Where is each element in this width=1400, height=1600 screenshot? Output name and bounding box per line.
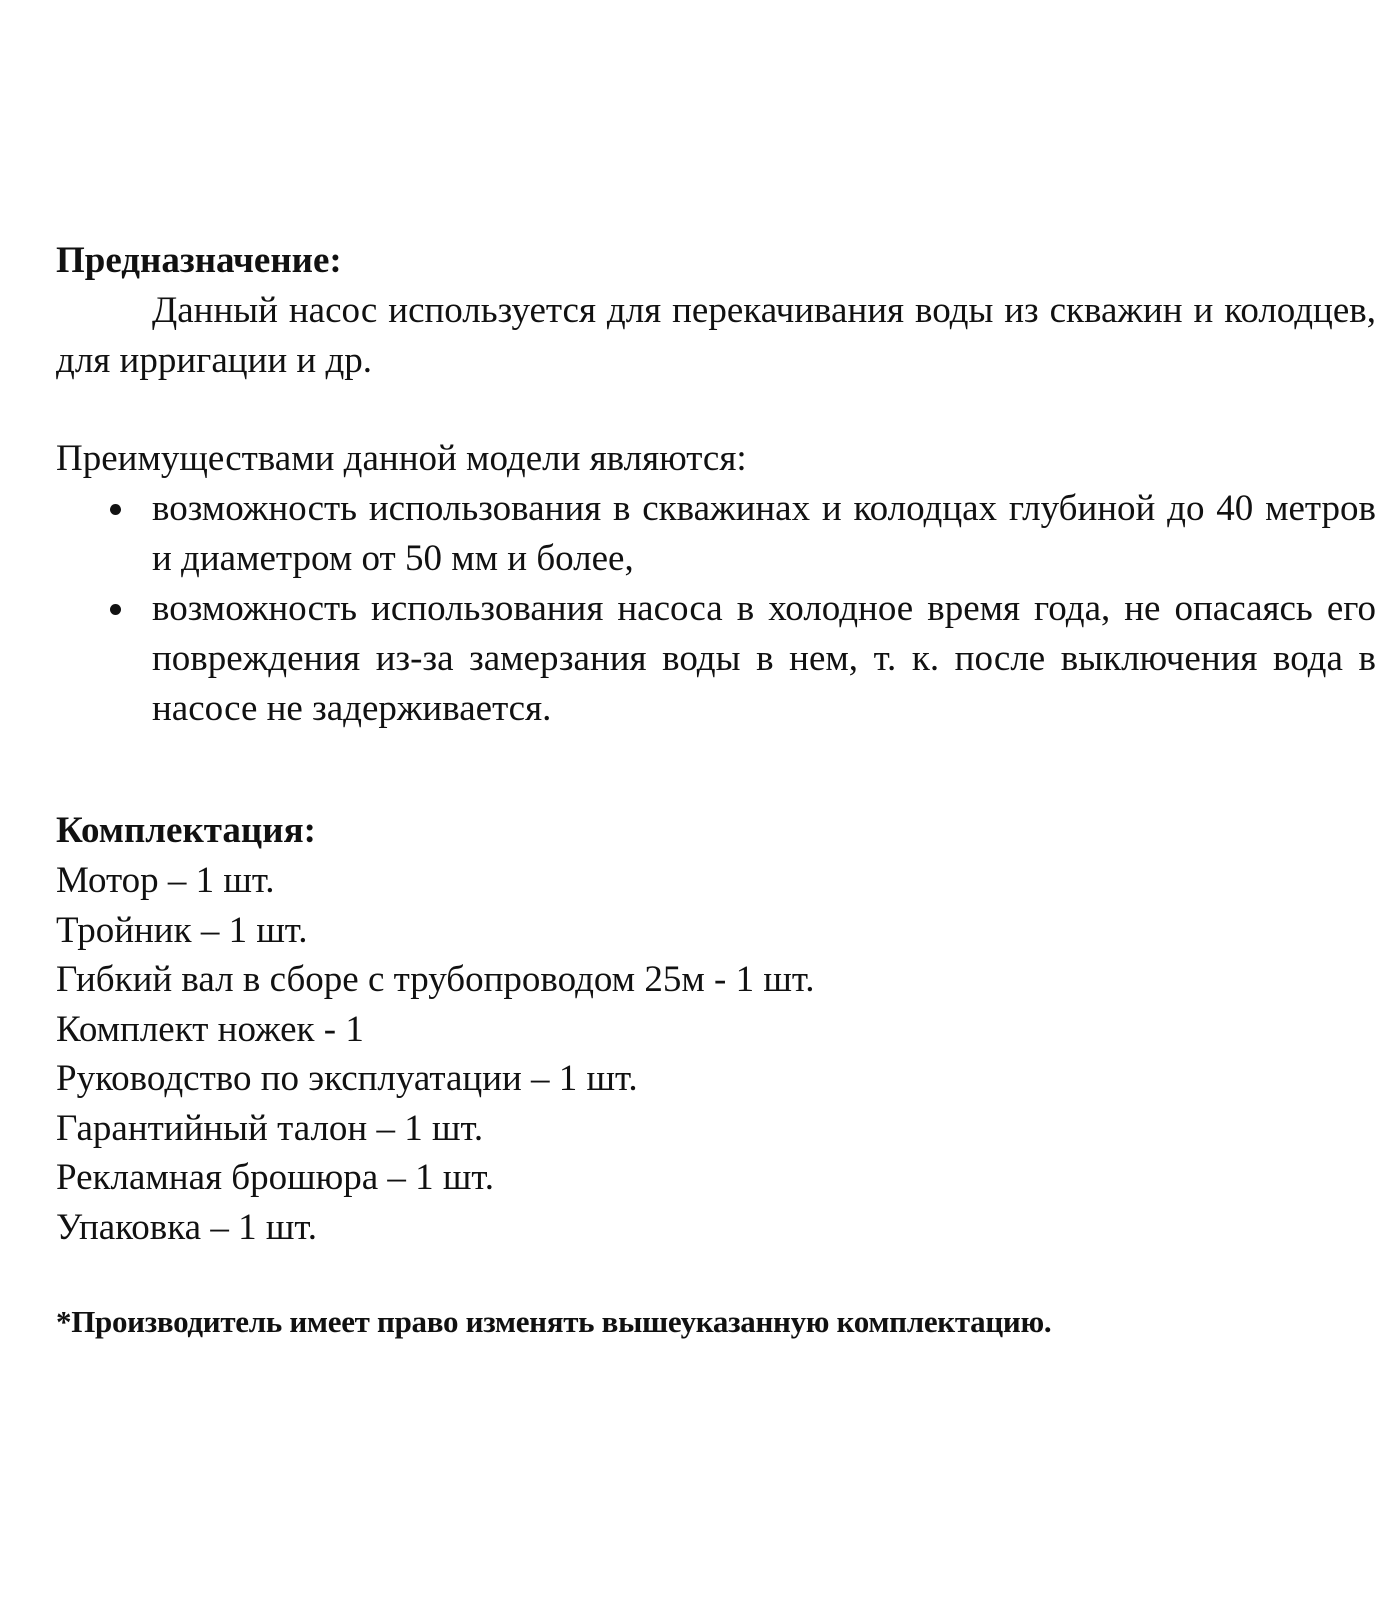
kit-item: Гибкий вал в сборе с трубопроводом 25м - 1 шт. [56,959,815,1000]
kit-item: Тройник – 1 шт. [56,909,308,951]
advantages-list [56,484,1376,734]
spacer [56,1252,1376,1302]
purpose-heading: Предназначение: [56,240,342,281]
advantages-intro: Преимуществами данной модели являются: [56,438,747,479]
purpose-text: Данный насос используется для перекачивания воды из скважин и колодцев, для ирригации и др. [56,290,1376,381]
advantage-item [56,584,1376,734]
kit-item: Руководство по эксплуатации – 1 шт. [56,1058,638,1099]
kit-section [56,806,1376,1252]
advantages-section [56,434,1376,734]
bullet-icon [110,504,121,515]
kit-item: Рекламная брошюра – 1 шт. [56,1157,495,1198]
kit-item: Комплект ножек - 1 [56,1008,364,1050]
kit-item: Упаковка – 1 шт. [56,1206,317,1248]
document-page [56,236,1376,1342]
spacer [56,386,1376,434]
purpose-section [56,236,1376,386]
kit-item: Мотор – 1 шт. [56,860,275,901]
advantage-text: возможность использования насоса в холодное время года, не опасаясь его повреждения из-за замерзания воды в нем, т. к. после выключения вода в насосе не задерживается. [152,588,1376,729]
spacer [56,734,1376,806]
advantage-item [56,484,1376,584]
bullet-icon [110,604,121,615]
manufacturer-note: *Производитель имеет право изменять вышеуказанную комплектацию. [56,1304,1052,1339]
advantage-text: возможность использования в скважинах и колодцах глубиной до 40 метров и диаметром от 50 мм и более, [152,488,1376,579]
kit-item: Гарантийный талон – 1 шт. [56,1107,484,1149]
kit-heading: Комплектация: [56,810,316,851]
